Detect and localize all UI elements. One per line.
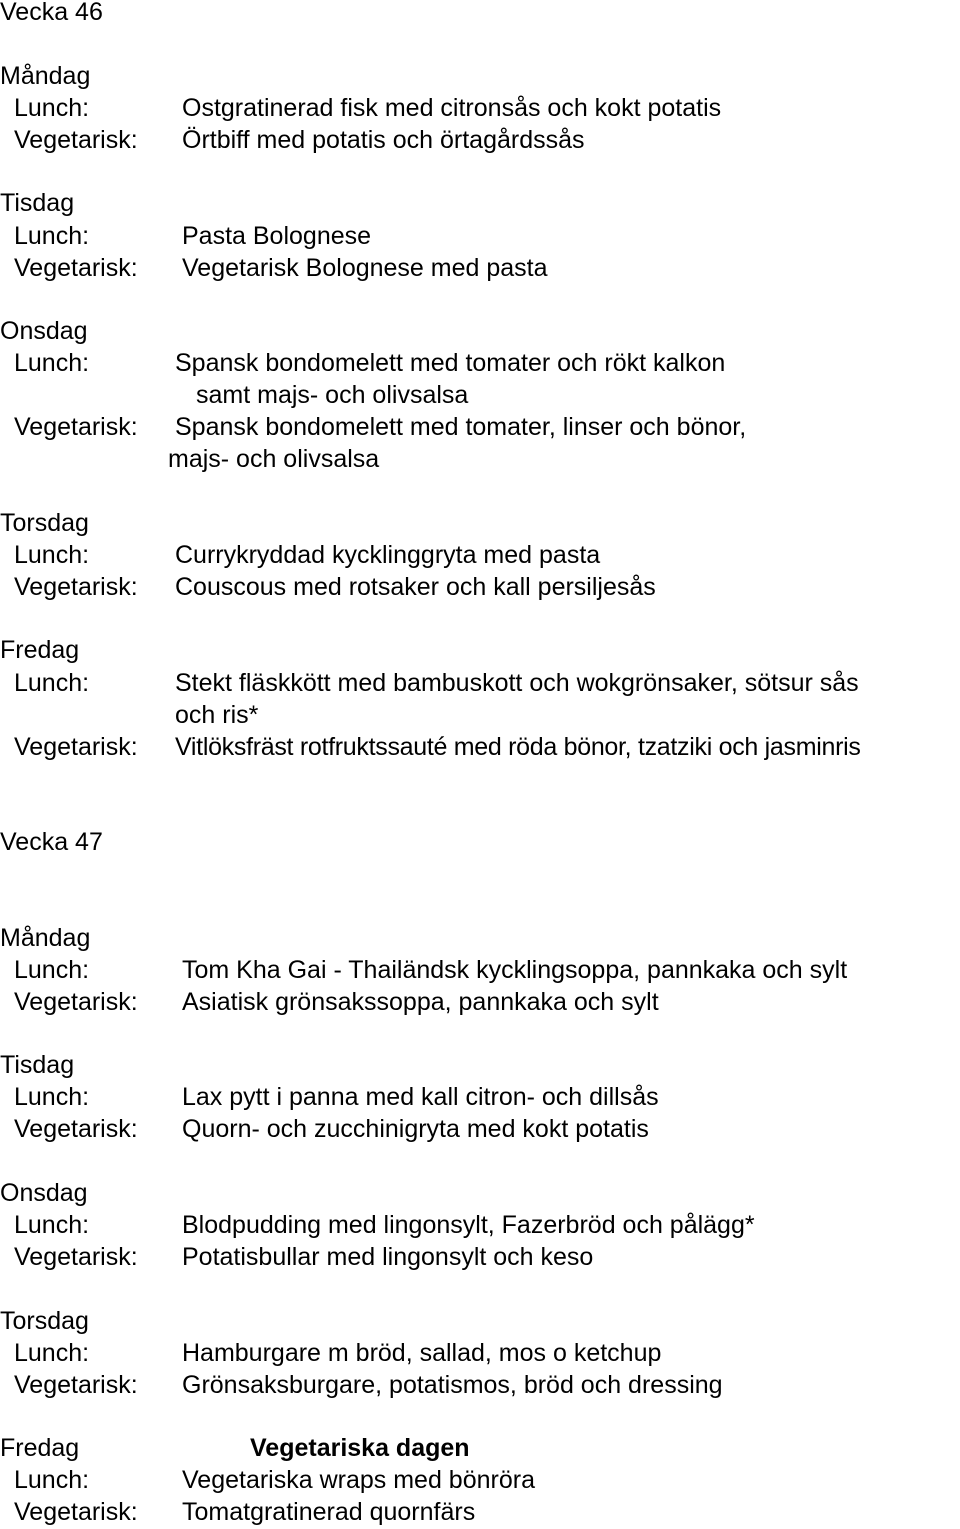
week-47-title: Vecka 47	[0, 828, 103, 856]
vegetarian-dish: Tomatgratinerad quornfärs	[182, 1498, 476, 1526]
day-heading: Onsdag	[0, 317, 88, 345]
vegetarian-dish: Vitlöksfräst rotfruktssauté med röda bönor, tzatziki och jasminris	[175, 733, 861, 761]
special-day-note: Vegetariska dagen	[250, 1434, 470, 1462]
day-heading: Fredag	[0, 1434, 80, 1462]
lunch-label: Lunch:	[14, 349, 90, 377]
lunch-label: Lunch:	[14, 94, 90, 122]
lunch-dish: Blodpudding med lingonsylt, Fazerbröd och pålägg*	[182, 1211, 755, 1239]
lunch-dish: Tom Kha Gai - Thailändsk kycklingsoppa, pannkaka och sylt	[182, 956, 848, 984]
vegetarian-dish-continued: majs- och olivsalsa	[168, 445, 380, 473]
lunch-label: Lunch:	[14, 669, 90, 697]
vegetarian-dish: Quorn- och zucchinigryta med kokt potatis	[182, 1115, 649, 1143]
vegetarian-label: Vegetarisk:	[14, 1243, 138, 1271]
day-heading: Tisdag	[0, 1051, 75, 1079]
lunch-dish: Pasta Bolognese	[182, 222, 372, 250]
lunch-dish: Stekt fläskkött med bambuskott och wokgrönsaker, sötsur sås	[175, 669, 859, 697]
lunch-dish-continued: och ris*	[175, 701, 259, 729]
lunch-label: Lunch:	[14, 956, 90, 984]
lunch-dish: Spansk bondomelett med tomater och rökt kalkon	[175, 349, 726, 377]
vegetarian-dish: Potatisbullar med lingonsylt och keso	[182, 1243, 594, 1271]
lunch-label: Lunch:	[14, 222, 90, 250]
vegetarian-label: Vegetarisk:	[14, 1498, 138, 1526]
lunch-label: Lunch:	[14, 1083, 90, 1111]
vegetarian-dish: Couscous med rotsaker och kall persiljesås	[175, 573, 656, 601]
day-heading: Torsdag	[0, 1307, 89, 1335]
day-heading: Tisdag	[0, 189, 75, 217]
lunch-dish: Ostgratinerad fisk med citronsås och kokt potatis	[182, 94, 722, 122]
vegetarian-dish: Vegetarisk Bolognese med pasta	[182, 254, 548, 282]
vegetarian-label: Vegetarisk:	[14, 126, 138, 154]
day-heading: Måndag	[0, 62, 91, 90]
vegetarian-label: Vegetarisk:	[14, 733, 138, 761]
lunch-label: Lunch:	[14, 1466, 90, 1494]
lunch-label: Lunch:	[14, 1339, 90, 1367]
vegetarian-label: Vegetarisk:	[14, 413, 138, 441]
lunch-dish: Lax pytt i panna med kall citron- och dillsås	[182, 1083, 659, 1111]
lunch-label: Lunch:	[14, 541, 90, 569]
week-46-title: Vecka 46	[0, 0, 103, 26]
vegetarian-dish: Grönsaksburgare, potatismos, bröd och dressing	[182, 1371, 723, 1399]
vegetarian-dish: Asiatisk grönsakssoppa, pannkaka och sylt	[182, 988, 659, 1016]
vegetarian-dish: Spansk bondomelett med tomater, linser och bönor,	[175, 413, 747, 441]
vegetarian-dish: Örtbiff med potatis och örtagårdssås	[182, 126, 585, 154]
day-heading: Onsdag	[0, 1179, 88, 1207]
vegetarian-label: Vegetarisk:	[14, 254, 138, 282]
vegetarian-label: Vegetarisk:	[14, 1115, 138, 1143]
lunch-dish: Hamburgare m bröd, sallad, mos o ketchup	[182, 1339, 662, 1367]
vegetarian-label: Vegetarisk:	[14, 988, 138, 1016]
vegetarian-label: Vegetarisk:	[14, 573, 138, 601]
day-heading: Måndag	[0, 924, 91, 952]
day-heading: Torsdag	[0, 509, 89, 537]
lunch-label: Lunch:	[14, 1211, 90, 1239]
lunch-dish-continued: samt majs- och olivsalsa	[196, 381, 469, 409]
day-heading: Fredag	[0, 636, 80, 664]
lunch-dish: Currykryddad kycklinggryta med pasta	[175, 541, 601, 569]
vegetarian-label: Vegetarisk:	[14, 1371, 138, 1399]
lunch-dish: Vegetariska wraps med bönröra	[182, 1466, 535, 1494]
